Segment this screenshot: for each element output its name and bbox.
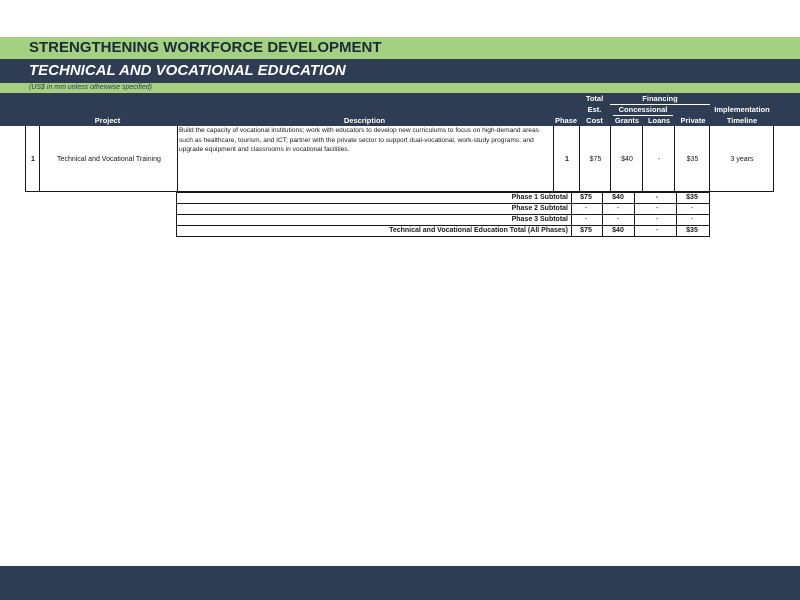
col-loans: Loans [647,116,671,125]
subtotal-label: Phase 2 Subtotal [511,205,568,212]
col-timeline: Timeline [726,116,758,125]
row-loans: - [657,156,661,163]
col-phase: Phase [554,116,578,125]
col-implementation: Implementation [714,105,770,114]
row-project: Technical and Vocational Training [57,156,161,163]
col-description: Description [343,116,386,125]
total-private: $35 [686,227,698,234]
subtotal-loans: - [655,205,659,212]
subtotal-private: $35 [686,194,698,201]
col-total-line3: Cost [586,116,603,125]
section-title: STRENGTHENING WORKFORCE DEVELOPMENT [0,37,800,59]
subtotal-grants: $40 [612,194,624,201]
subtotal-total: - [584,205,588,212]
row-phase: 1 [565,156,569,163]
row-number: 1 [31,156,35,163]
subtotal-loans: - [655,216,659,223]
subtotal-total: - [584,216,588,223]
subtotal-private: - [690,216,694,223]
table-row [25,126,774,192]
row-private: $35 [686,156,699,163]
subtotal-label: Phase 1 Subtotal [511,194,568,201]
total-loans: - [655,227,659,234]
total-label: Technical and Vocational Education Total (All Phases) [389,227,568,234]
col-concessional: Concessional [618,105,668,114]
col-grants: Grants [614,116,640,125]
subtotal-private: - [690,205,694,212]
subtotal-phase-1 [176,192,710,204]
row-timeline: 3 years [730,156,754,163]
subtotal-phase-2 [176,204,710,215]
row-grants: $40 [621,156,633,163]
total-all-phases [176,226,710,237]
total-grants: $40 [612,227,624,234]
subtotal-grants: - [616,205,620,212]
section-subtitle: TECHNICAL AND VOCATIONAL EDUCATION [0,59,800,83]
footer-band [0,566,800,600]
col-total-line1: Total [585,94,604,103]
concessional-rule [613,115,673,116]
subtotal-phase-3 [176,215,710,226]
row-description: Build the capacity of vocational institutions; work with educators to develop new curriculums to focus on high-demand areas such as healthcare, tourism, and ICT; partner with the private sector to support dual-vocational, work-study programs; and upgrade equipment and classrooms in vocational facilities. [179,127,539,154]
subtotal-grants: - [616,216,620,223]
units-note: (US$ in mm unless otherwise specified) [0,83,800,93]
col-financing: Financing [642,94,678,103]
row-total: $75 [589,156,602,163]
col-project: Project [94,116,121,125]
table-header [0,93,800,126]
total-total: $75 [580,227,592,234]
col-total-line2: Est. [587,105,602,114]
subtotal-loans: - [655,194,659,201]
col-private: Private [680,116,706,125]
financing-rule [610,104,710,105]
subtotal-total: $75 [580,194,592,201]
subtotal-label: Phase 3 Subtotal [511,216,568,223]
